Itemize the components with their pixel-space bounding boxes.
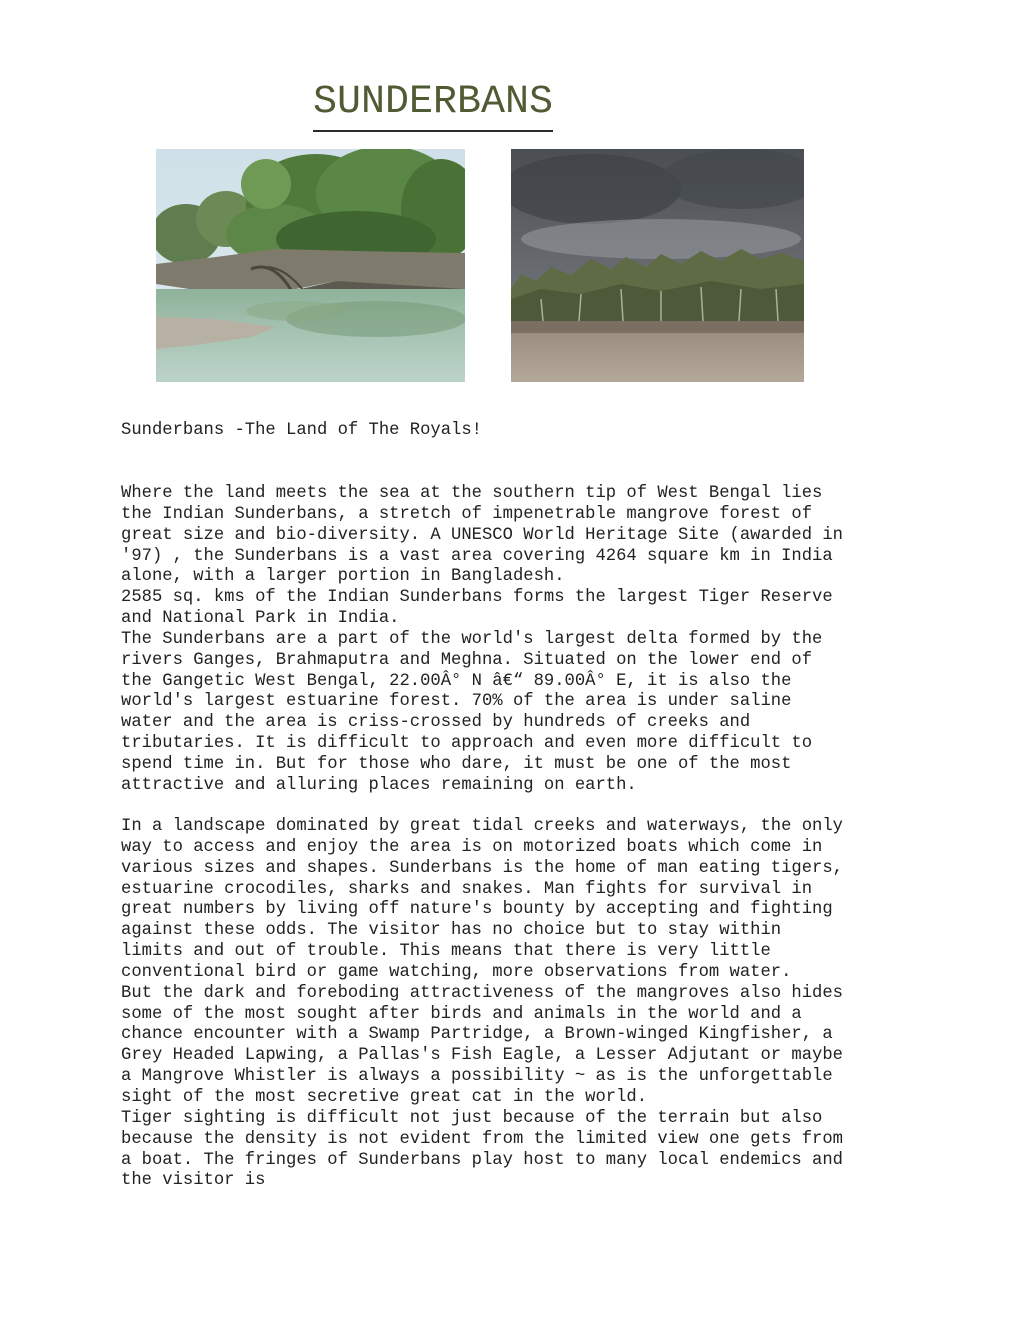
subtitle: Sunderbans -The Land of The Royals! xyxy=(121,421,482,440)
mangrove-forest-cloudy-photo xyxy=(511,149,804,382)
paragraph-intro: Where the land meets the sea at the southern tip of West Bengal lies the Indian Sunderbans, a stretch of impenetrable mangrove forest of great size and bio-diversity. A UNESCO World Heritage Site (awarded in '97) , the Sunderbans is a vast area covering 4264 square km in India alone, with a larger portion in Bangladesh. 2585 sq. kms of the Indian Sunderbans forms the largest Tiger Reserve and National Park in India. The Sunderbans are a part of the world's largest delta formed by the rivers Ganges, Brahmaputra and Meghna. Situated on the lower end of the Gangetic West Bengal, 22.00Â° N â€“ 89.00Â° E, it is also the world's largest estuarine forest. 70% of the area is under saline water and the area is criss-crossed by hundreds of creeks and tributaries. It is difficult to approach and even more difficult to spend time in. But for those who dare, it must be one of the most attractive and alluring places remaining on earth. xyxy=(121,484,843,795)
page-title: SUNDERBANS xyxy=(313,80,553,132)
paragraph-landscape: In a landscape dominated by great tidal creeks and waterways, the only way to access and enjoy the area is on motorized boats which come in various sizes and shapes. Sunderbans is the home of man eating tigers, estuarine crocodiles, sharks and snakes. Man fights for survival in great numbers by living off nature's bounty by accepting and fighting against these odds. The visitor has no choice but to stay within limits and out of trouble. This means that there is very little conventional bird or game watching, more observations from water. But the dark and foreboding attractiveness of the mangroves also hides some of the most sought after birds and animals in the world and a chance encounter with a Swamp Partridge, a Brown-winged Kingfisher, a Grey Headed Lapwing, a Pallas's Fish Eagle, a Lesser Adjutant or maybe a Mangrove Whistler is always a possibility ~ as is the unforgettable sight of the most secretive great cat in the world. Tiger sighting is difficult not just because of the terrain but also because the density is not evident from the limited view one gets from a boat. The fringes of Sunderbans play host to many local endemics and the visitor is xyxy=(121,817,843,1191)
mangrove-riverbank-photo xyxy=(156,149,465,382)
